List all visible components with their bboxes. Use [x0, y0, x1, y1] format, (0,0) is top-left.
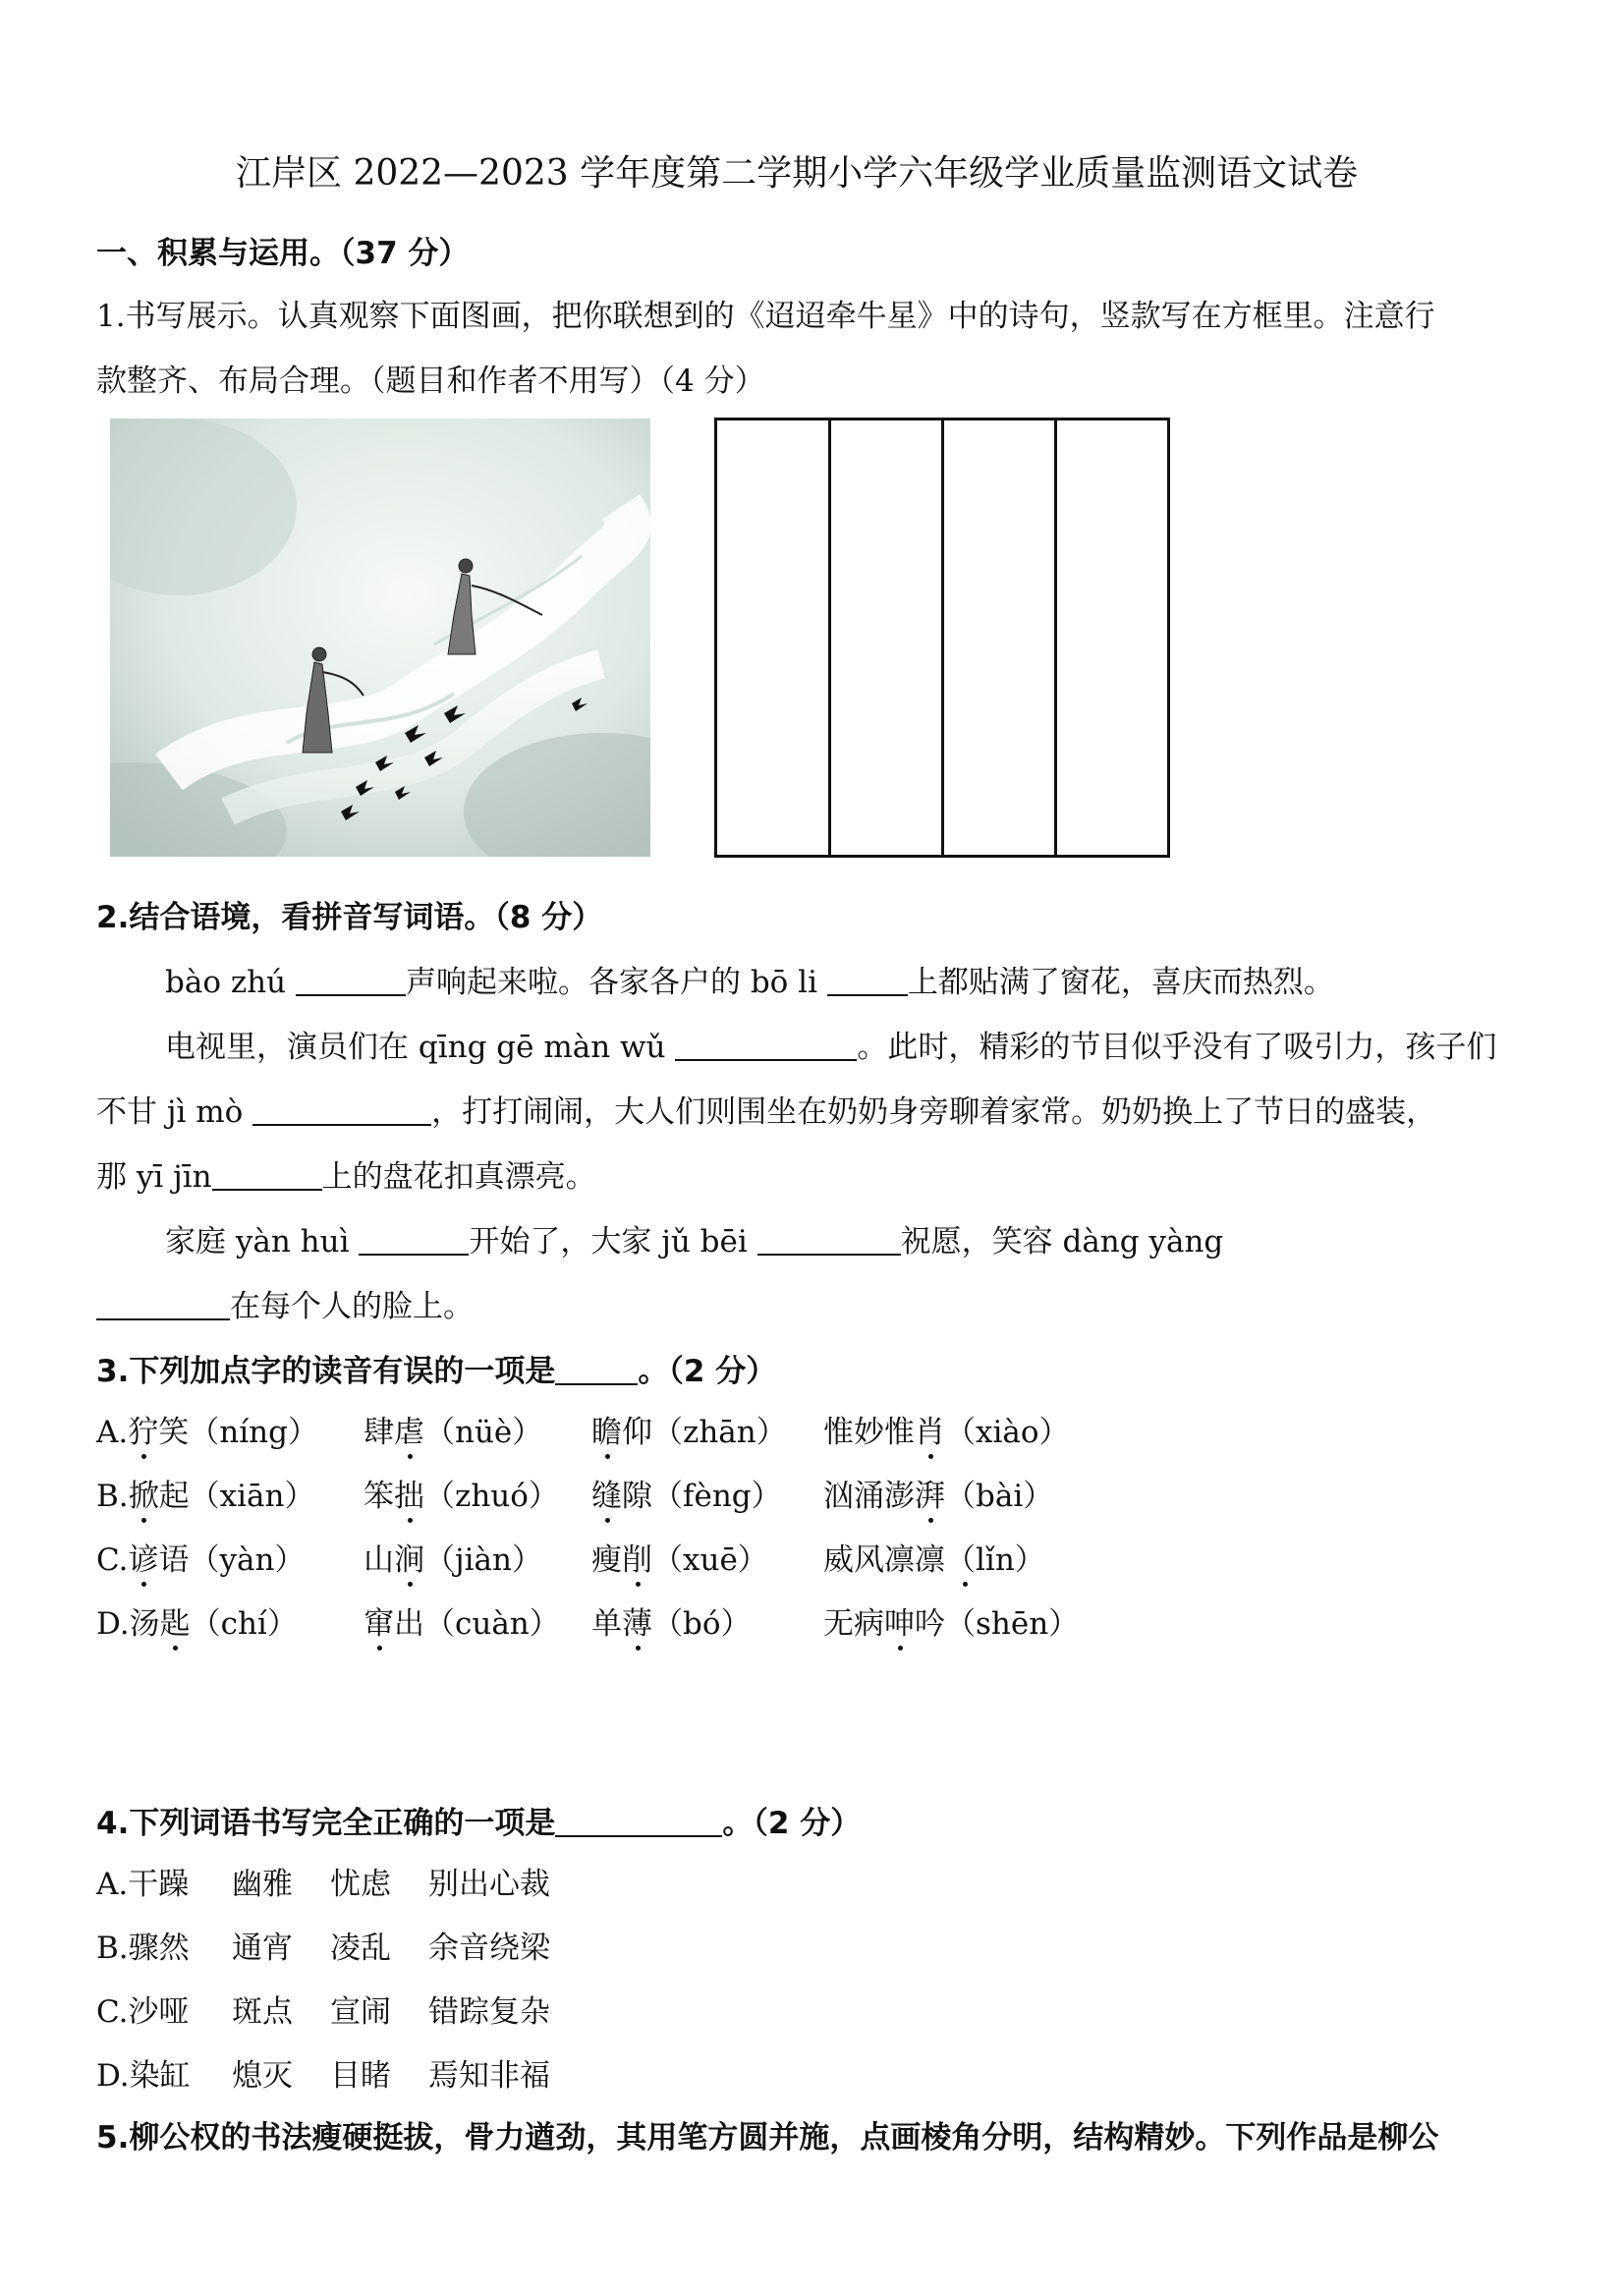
q2-paragraph-line6 [96, 1281, 474, 1325]
text: 在每个人的脸上。 [230, 1289, 474, 1324]
text: 目睹 [330, 2058, 391, 2094]
answer-blank[interactable] [296, 964, 406, 996]
option-cell [823, 1598, 1079, 1643]
answer-blank[interactable] [827, 964, 908, 996]
dotted-char: 削 [622, 1535, 652, 1579]
text: 出（cuàn） [394, 1606, 560, 1642]
answer-blank[interactable] [252, 1093, 431, 1126]
text: （bài） [945, 1479, 1054, 1514]
option-cell [591, 1471, 782, 1515]
text: 焉知非福 [428, 2058, 550, 2094]
text: （xiào） [945, 1415, 1070, 1450]
grid-divider [941, 420, 944, 855]
q2-paragraph-line2 [165, 1022, 1496, 1066]
text: ，打打闹闹，大人们则围坐在奶奶身旁聊着家常。奶奶换上了节日的盛装， [431, 1094, 1437, 1130]
option-cell [364, 1598, 560, 1643]
option-cell [823, 1471, 1053, 1515]
text: 汤 [129, 1606, 160, 1642]
text: 笑（níng） [158, 1415, 318, 1450]
text: 通宵 [232, 1931, 293, 1966]
text: （nüè） [424, 1415, 543, 1450]
pinyin: bào zhú [165, 965, 287, 1000]
dotted-char: 窜 [364, 1598, 394, 1643]
text: 4.下列词语书写完全正确的一项是 [96, 1806, 556, 1841]
answer-blank[interactable] [675, 1029, 857, 1061]
text: C.沙哑 [96, 1994, 190, 2030]
q5-text-line1: 5.柳公权的书法瘦硬挺拔，骨力遒劲，其用笔方圆并施，点画棱角分明，结构精妙。下列作品是柳公 [96, 2120, 1439, 2156]
option-cell [364, 1407, 542, 1451]
q3-heading [96, 1346, 776, 1390]
text: 开始了，大家 jǔ bēi [469, 1224, 748, 1260]
option-cell [96, 1598, 298, 1643]
dotted-char: 虐 [394, 1407, 424, 1451]
text: （zhuó） [424, 1479, 559, 1514]
text: 3.下列加点字的读音有误的一项是 [96, 1354, 556, 1389]
answer-blank[interactable] [555, 1353, 638, 1385]
q2-paragraph-line3 [96, 1087, 1436, 1131]
text: 语（yàn） [158, 1542, 306, 1578]
text: 无病 [823, 1606, 884, 1642]
dotted-char: 谚 [128, 1535, 158, 1579]
text: 声响起来啦。各家各户的 bō li [405, 965, 818, 1000]
text: 吟（shēn） [915, 1606, 1080, 1642]
dotted-char: 凛凛（lǐn） [884, 1535, 1045, 1579]
text: 幽雅 [232, 1867, 293, 1902]
text: 仰（zhān） [622, 1415, 787, 1450]
text: 威风 [823, 1542, 884, 1578]
text: 别出心裁 [428, 1867, 550, 1902]
text: 肆 [364, 1415, 394, 1450]
dotted-char: 拙 [394, 1471, 424, 1515]
q2-paragraph-line1 [165, 957, 1334, 1001]
answer-blank[interactable] [212, 1158, 322, 1191]
q1-text-line2: 款整齐、布局合理。（题目和作者不用写）（4 分） [96, 364, 765, 399]
text: 错踪复杂 [428, 1994, 550, 2030]
text: A. [96, 1415, 129, 1450]
dotted-char: 涧 [394, 1535, 424, 1579]
text: 电视里，演员们在 qīng gē màn wǔ [165, 1030, 666, 1065]
text: 隙（fèng） [622, 1479, 782, 1514]
q4-heading [96, 1798, 861, 1842]
text: 凌乱 [330, 1931, 391, 1966]
section-heading: 一、积累与运用。（37 分） [96, 236, 470, 271]
text: （xuē） [652, 1542, 768, 1578]
option-cell [96, 1407, 318, 1451]
q2-heading: 2.结合语境，看拼音写词语。（8 分） [96, 900, 603, 935]
q2-paragraph-line4 [96, 1151, 596, 1196]
text: 笨 [364, 1479, 394, 1514]
dotted-char: 缝 [591, 1471, 622, 1515]
answer-blank[interactable] [757, 1223, 901, 1256]
option-cell [591, 1535, 768, 1579]
option-cell [823, 1535, 1045, 1579]
answer-blank[interactable] [96, 1288, 230, 1320]
text: （jiàn） [424, 1542, 542, 1578]
text: 祝愿，笑容 dàng yàng [900, 1224, 1224, 1260]
text: 单 [591, 1606, 622, 1642]
text: 那 yī jīn [96, 1159, 212, 1195]
text: B.骤然 [96, 1931, 190, 1966]
text: 。（2 分） [722, 1806, 862, 1841]
option-cell [364, 1471, 559, 1515]
text: D. [96, 1606, 130, 1642]
text: 熄灭 [232, 2058, 293, 2094]
answer-blank[interactable] [555, 1805, 722, 1837]
dotted-char: 掀 [129, 1471, 159, 1515]
page-title: 江岸区 2022—2023 学年度第二学期小学六年级学业质量监测语文试卷 [236, 153, 1359, 194]
grid-divider [1054, 420, 1057, 855]
text: 上的盘花扣真漂亮。 [321, 1159, 596, 1195]
text: 余音绕梁 [428, 1931, 550, 1966]
dotted-char: 匙 [160, 1598, 191, 1643]
text: 惟妙惟 [823, 1415, 915, 1450]
dotted-char: 狞 [128, 1407, 158, 1451]
text: 起（xiān） [158, 1479, 315, 1514]
writing-grid[interactable] [714, 418, 1170, 858]
dotted-char: 肖 [915, 1407, 945, 1451]
text: 上都贴满了窗花，喜庆而热烈。 [907, 965, 1334, 1000]
text: D.染缸 [96, 2058, 191, 2094]
dotted-char: 瞻 [591, 1407, 622, 1451]
text: 斑点 [232, 1994, 293, 2030]
text: 家庭 yàn huì [165, 1224, 350, 1260]
option-cell [823, 1407, 1070, 1451]
illustration-svg [110, 419, 650, 857]
text: （chí） [190, 1606, 298, 1642]
grid-divider [828, 420, 831, 855]
answer-blank[interactable] [359, 1223, 469, 1256]
text: 宣闹 [330, 1994, 391, 2030]
dotted-char: 湃 [915, 1471, 945, 1515]
option-cell [96, 1535, 305, 1579]
q2-paragraph-line5 [165, 1216, 1223, 1260]
text: B. [96, 1479, 129, 1514]
text: 瘦 [591, 1542, 622, 1578]
q1-text-line1: 1.书写展示。认真观察下面图画，把你联想到的《迢迢牵牛星》中的诗句，竖款写在方框里。注意行 [96, 299, 1435, 334]
text: A.干躁 [96, 1867, 190, 1902]
text: 。（2 分） [638, 1354, 777, 1389]
option-cell [591, 1407, 787, 1451]
text: 忧虑 [330, 1867, 391, 1902]
text: 。此时，精彩的节目似乎没有了吸引力，孩子们 [857, 1030, 1497, 1065]
option-cell [591, 1598, 752, 1643]
text: 不甘 jì mò [96, 1094, 244, 1130]
text: 汹涌澎 [823, 1479, 915, 1514]
option-cell [364, 1535, 542, 1579]
option-cell [96, 1471, 315, 1515]
cowherd-weaver-illustration [110, 419, 650, 857]
text: C. [96, 1542, 129, 1578]
dotted-char: 呻 [884, 1598, 915, 1643]
text: 山 [364, 1542, 394, 1578]
dotted-char: 薄 [622, 1598, 652, 1643]
text: （bó） [652, 1606, 752, 1642]
